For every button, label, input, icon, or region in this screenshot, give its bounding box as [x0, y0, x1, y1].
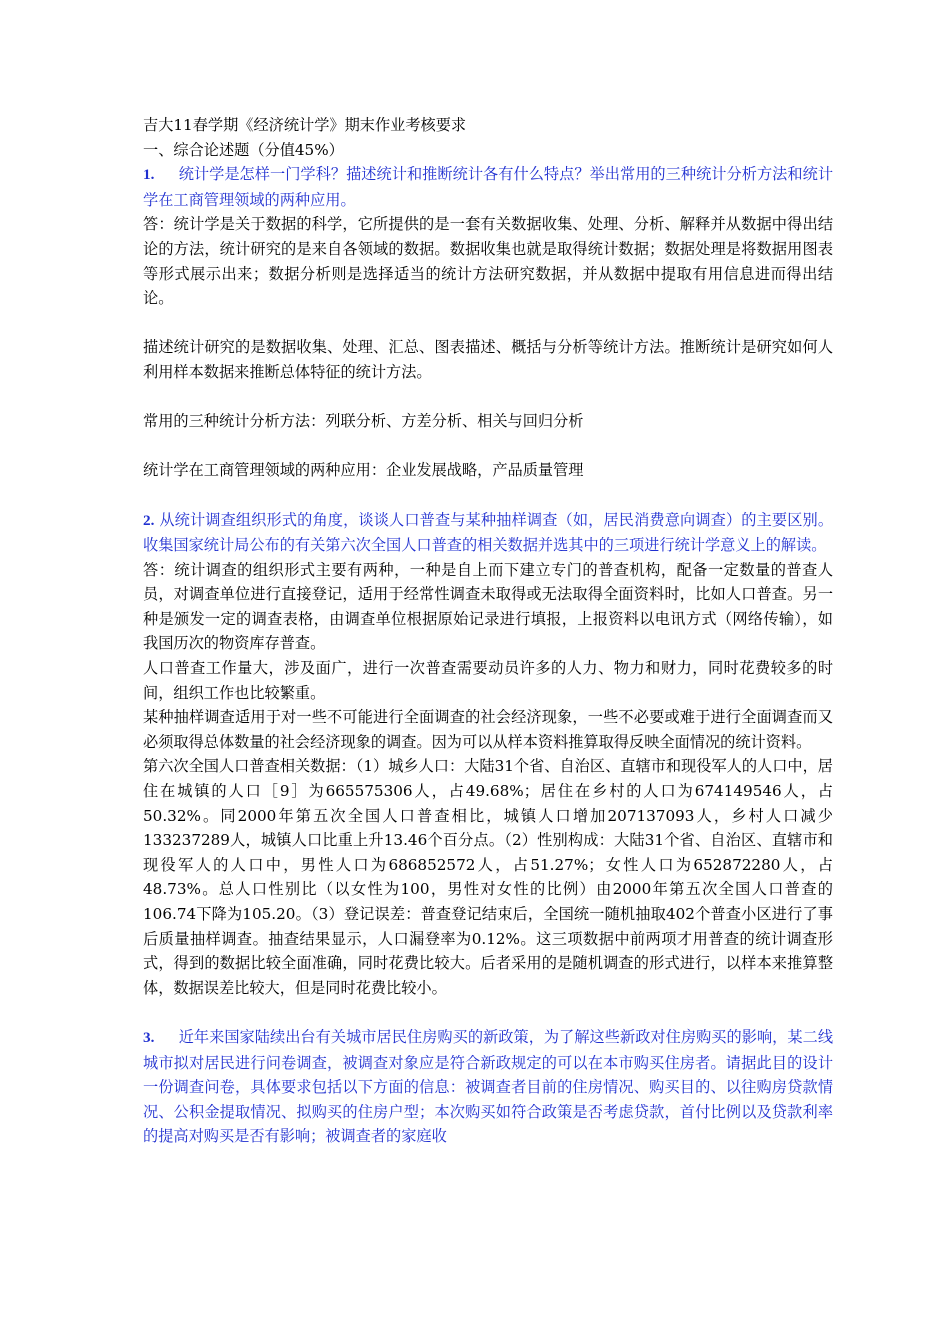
question-2	[143, 508, 833, 558]
answer-paragraph: 答：统计调查的组织形式主要有两种，一种是自上而下建立专门的普查机构，配备一定数量的普查人员，对调查单位进行直接登记，适用于经常性调查未取得或无法取得全面资料时，比如人口普查。另一种是颁发一定的调查表格，由调查单位根据原始记录进行填报，上报资料以电讯方式（网络传输），如我国历次的物资库存普查。	[143, 560, 833, 653]
answer-paragraph: 第六次全国人口普查相关数据：（1）城乡人口：大陆31个省、自治区、直辖市和现役军人的人口中，居住在城镇的人口［9］为665575306人，占49.68%；居住在乡村的人口为674149546人，占50.32%。同2000年第五次全国人口普查相比，城镇人口增加207137093人，乡村人口减少133237289人，城镇人口比重上升13.46个百分点。（2）性别构成：大陆31个省、自治区、直辖市和现役军人的人口中，男性人口为686852572人，占51.27%；女性人口为652872280人，占48.73%。总人口性别比（以女性为100，男性对女性的比例）由2000年第五次全国人口普查的106.74下降为105.20。（3）登记误差：普查登记结束后，全国统一随机抽取402个普查小区进行了事后质量抽样调查。抽查结果显示，人口漏登率为0.12%。这三项数据中前两项才用普查的统计调查形式，得到的数据比较全面准确，同时花费比较大。后者采用的是随机调查的形式进行，以样本来推算整体，数据误差比较大，但是同时花费比较小。	[143, 757, 833, 997]
answer-paragraph: 常用的三种统计分析方法：列联分析、方差分析、相关与回归分析	[143, 412, 584, 431]
answer-paragraph: 描述统计研究的是数据收集、处理、汇总、图表描述、概括与分析等统计方法。推断统计是研究如何人利用样本数据来推断总体特征的统计方法。	[143, 338, 833, 381]
question-text: 从统计调查组织形式的角度，谈谈人口普查与某种抽样调查（如，居民消费意向调查）的主要区别。收集国家统计局公布的有关第六次全国人口普查的相关数据并选其中的三项进行统计学意义上的解读。	[143, 510, 834, 555]
question-1	[143, 162, 833, 212]
answer-paragraph: 人口普查工作量大，涉及面广，进行一次普查需要动员许多的人力、物力和财力，同时花费较多的时间，组织工作也比较繁重。	[143, 659, 833, 702]
question-3	[143, 1025, 833, 1149]
question-number: 1.	[143, 166, 155, 184]
answer-paragraph: 答：统计学是关于数据的科学，它所提供的是一套有关数据收集、处理、分析、解释并从数据中得出结论的方法，统计研究的是来自各领域的数据。数据收集也就是取得统计数据；数据处理是将数据用图表等形式展示出来；数据分析则是选择适当的统计方法研究数据，并从数据中提取有用信息进而得出结论。	[143, 215, 833, 308]
document-title: 吉大11春学期《经济统计学》期末作业考核要求	[143, 116, 467, 134]
document-page	[143, 113, 833, 1149]
question-number: 3.	[143, 1028, 155, 1046]
answer-paragraph: 某种抽样调查适用于对一些不可能进行全面调查的社会经济现象，一些不必要或难于进行全面调查而又必须取得总体数量的社会经济现象的调查。因为可以从样本资料推算取得反映全面情况的统计资料。	[143, 708, 833, 751]
section-heading: 一、综合论述题（分值45%）	[143, 140, 344, 159]
question-number: 2.	[143, 511, 155, 529]
answer-paragraph: 统计学在工商管理领域的两种应用：企业发展战略，产品质量管理	[143, 461, 584, 480]
question-text: 统计学是怎样一门学科？描述统计和推断统计各有什么特点？举出常用的三种统计分析方法和统计学在工商管理领域的两种应用。	[143, 165, 834, 209]
question-text: 近年来国家陆续出台有关城市居民住房购买的新政策，为了解这些新政对住房购买的影响，某二线城市拟对居民进行问卷调查，被调查对象应是符合新政规定的可以在本市购买住房者。请据此目的设计一份调查问卷，具体要求包括以下方面的信息：被调查者目前的住房情况、购买目的、以往购房贷款情况、公积金提取情况、拟购买的住房户型；本次购买如符合政策是否考虑贷款，首付比例以及贷款利率的提高对购买是否有影响；被调查者的家庭收	[143, 1027, 834, 1146]
